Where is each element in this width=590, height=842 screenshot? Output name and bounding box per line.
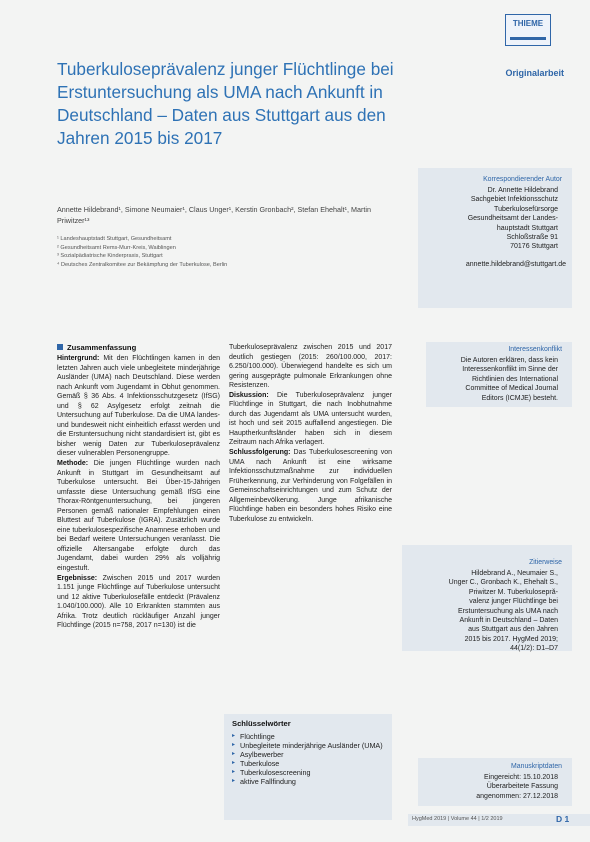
journal-footer: HygMed 2019 | Volume 44 | 1/2 2019	[412, 816, 503, 822]
abstract-paragraph	[229, 448, 392, 524]
keyword-item: ▸ Tuberkulosescreening	[232, 768, 386, 777]
dates-line: Überarbeitete Fassung	[486, 783, 558, 791]
paragraph-label: Diskussion:	[229, 391, 269, 399]
dates-heading: Manuskriptdaten	[511, 763, 562, 770]
paragraph-text: Mit den Flüchtlingen kamen in den letzten Jahren auch viele unbegleitete minderjährige Ausländer (UMA) nach Deutschland. Diese werden nach Ankunft vom Jugendamt in Obhut genommen. Gemäß § 36 Abs. 4 Infektionsschutzgesetz (IfSG) und § 62 Asylgesetz erfolgt zeitnah die Untersuchung auf Tuberkulose. Da die UMA landes- und bundesweit nicht einheitlich erfasst werden und die Erstuntersuchung nicht standardisiert ist, gibt es bisher wenig Daten zur Tuberkuloseprävalenz dieser vulnerablen Personengruppe.	[57, 355, 220, 458]
abstract-heading-text: Zusammenfassung	[67, 343, 137, 352]
abstract-paragraph	[229, 343, 392, 391]
correspondence-email-link[interactable]: annette.hildebrand@stuttgart.de	[465, 260, 566, 268]
article-title: Tuberkuloseprävalenz junger Flüchtlinge bei Erstuntersuchung als UMA nach Ankunft in Deutschland – Daten aus Stuttgart aus den Jahren 2015 bis 2017	[57, 59, 394, 148]
keyword-item: ▸ aktive Fallfindung	[232, 777, 386, 786]
correspondence-line: Schloßstraße 91	[506, 234, 558, 242]
paragraph-text: Die Tuberkuloseprävalenz junger Flüchtlinge in Stuttgart, die nach Inobhutnahme durch das Jugendamt als UMA untersucht wurden, ist hoch und seit 2015 auffallend angestiegen. Die Hauptherkunftsländer haben sich in diesem Zeitraum nach Afrika verlagert.	[229, 391, 392, 447]
interest-heading: Interessenkonflikt	[508, 346, 562, 353]
publisher-logo	[505, 14, 551, 46]
dates-line: angenommen: 27.12.2018	[476, 792, 558, 800]
citation-heading: Zitierweise	[529, 559, 562, 566]
keywords-box	[224, 714, 392, 820]
conflict-of-interest-box	[426, 342, 572, 407]
interest-line: Richtlinien des International	[472, 375, 558, 383]
correspondence-line: Sachgebiet Infektionsschutz	[470, 196, 558, 204]
keywords-heading: Schlüsselwörter	[232, 719, 291, 728]
correspondence-line: hauptstadt Stuttgart	[496, 224, 558, 232]
affiliation-item: ² Gesundheitsamt Rems-Murr-Kreis, Waiblingen	[57, 244, 176, 251]
abstract-column-2	[229, 343, 392, 524]
paragraph-text: Die jungen Flüchtlinge wurden nach Ankunft in Stuttgart im Gesundheitsamt auf Tuberkulose untersucht. Bei Über-15-Jährigen umfasste diese Untersuchung gemäß IfSG eine Thorax-Röntgenuntersuchung, bei jüngeren Personen gemäß nationaler Empfehlungen einen Bluttest auf Tuberkulose (IGRA). Zusätzlich wurde eine tuberkulosespezifische Anamnese erhoben und bei Bedarf weitere Untersuchungen veranlasst. Die offizielle Altersangabe erfolgte durch das Jugendamt, dabei wurden 29% als volljährig eingestuft.	[57, 460, 220, 573]
paragraph-label: Methode:	[57, 460, 89, 468]
abstract-paragraph	[57, 354, 220, 459]
manuscript-dates-box	[418, 758, 572, 806]
interest-line: Interessenkonflikt im Sinne der	[462, 366, 558, 374]
logo-bar	[510, 37, 546, 40]
correspondence-box	[418, 168, 572, 308]
abstract-heading	[57, 343, 136, 352]
author-list: Annette Hildebrand¹, Simone Neumaier¹, Claus Unger¹, Kerstin Gronbach², Stefan Ehehalt¹, Martin Priwitzer¹³	[57, 205, 372, 225]
affiliations	[57, 235, 397, 269]
abstract-paragraph	[57, 459, 220, 574]
citation-line: Hildebrand A., Neumaier S.,	[471, 570, 558, 577]
paragraph-text: Zwischen 2015 und 2017 wurden 1.151 junge Flüchtlinge auf Tuberkulose untersucht und 12 aktive Tuberkulosefälle entdeckt (Prävalenz 1.040/100.000). Alle 10 Erkrankten stammten aus Afrika. Trotz deutlich rückläufiger Anzahl junger Flüchtlinge (2015 n=758, 2017 n=130) ist die	[57, 574, 220, 630]
page-number: D 1	[556, 814, 570, 824]
citation-line: 2015 bis 2017. HygMed 2019;	[464, 635, 558, 643]
citation-line: Priwitzer M. Tuberkulosepră-	[468, 588, 558, 596]
interest-line: Editors (ICMJE) besteht.	[481, 394, 558, 402]
citation-line: valenz junger Flüchtlinge bei	[469, 598, 558, 606]
affiliation-item: ³ Sozialpädiatrische Kinderpraxis, Stuttgart	[57, 253, 163, 260]
logo-text: THIEME	[512, 19, 544, 28]
correspondence-line: Dr. Annette Hildebrand	[487, 187, 558, 194]
abstract-paragraph	[57, 574, 220, 631]
citation-line: Erstuntersuchung als UMA nach	[458, 607, 558, 615]
correspondence-line: Gesundheitsamt der Landes-	[467, 215, 558, 223]
keyword-item: ▸ Tuberkulose	[232, 759, 386, 768]
citation-box	[402, 545, 572, 651]
citation-line: 44(1/2): D1–D7	[510, 645, 558, 653]
affiliation-item: ¹ Landeshauptstadt Stuttgart, Gesundheitsamt	[57, 236, 172, 242]
keyword-item: ▸ Unbegleitete minderjährige Ausländer (UMA)	[232, 741, 386, 750]
citation-line: Ankunft in Deutschland – Daten	[459, 617, 558, 625]
interest-line: Committee of Medical Journal	[465, 385, 558, 393]
dates-line: Eingereicht: 15.10.2018	[484, 774, 558, 781]
keyword-item: ▸ Asylbewerber	[232, 750, 386, 759]
square-bullet-icon	[57, 344, 63, 350]
interest-line: Die Autoren erklären, dass kein	[460, 357, 558, 364]
paragraph-label: Schlussfolgerung:	[229, 449, 291, 457]
abstract-column-1	[57, 354, 220, 631]
paragraph-label: Hintergrund:	[57, 355, 100, 362]
paragraph-label: Ergebnisse:	[57, 574, 98, 582]
paragraph-text: Das Tuberkulosescreening von UMA nach Ankunft ist eine wirksame Infektionsschutzmaßnahme zur individuellen Früherkennung, zur Verhinderung von Folgefällen in Gemeinschaftseinrichtungen und zum Schutz der Allgemeinbevölkerung. Junge afrikanische Flüchtlinge haben ein besonders hohes Risiko eine Tuberkulose zu entwickeln.	[229, 449, 392, 523]
paragraph-text: Tuberkuloseprävalenz zwischen 2015 und 2017 deutlich gestiegen (2015: 260/100.000, 2017: 6.250/100.000). Überwiegend handelte es sich um gering ausgeprägte pulmonale Erkrankungen ohne Resistenzen.	[229, 344, 392, 390]
correspondence-line: Tuberkulosefürsorge	[494, 205, 558, 213]
keywords-list	[224, 732, 392, 787]
article-type-label: Originalarbeit	[505, 68, 564, 78]
keyword-item: ▸ Flüchtlinge	[232, 732, 386, 741]
citation-line: aus Stuttgart aus den Jahren	[468, 626, 558, 634]
citation-line: Unger C., Gronbach K., Ehehalt S.,	[448, 579, 558, 587]
affiliation-item: ⁴ Deutsches Zentralkomitee zur Bekämpfung der Tuberkulose, Berlin	[57, 261, 228, 268]
correspondence-heading: Korrespondierender Autor	[483, 176, 562, 183]
abstract-paragraph	[229, 391, 392, 448]
correspondence-line: 70176 Stuttgart	[510, 243, 558, 251]
